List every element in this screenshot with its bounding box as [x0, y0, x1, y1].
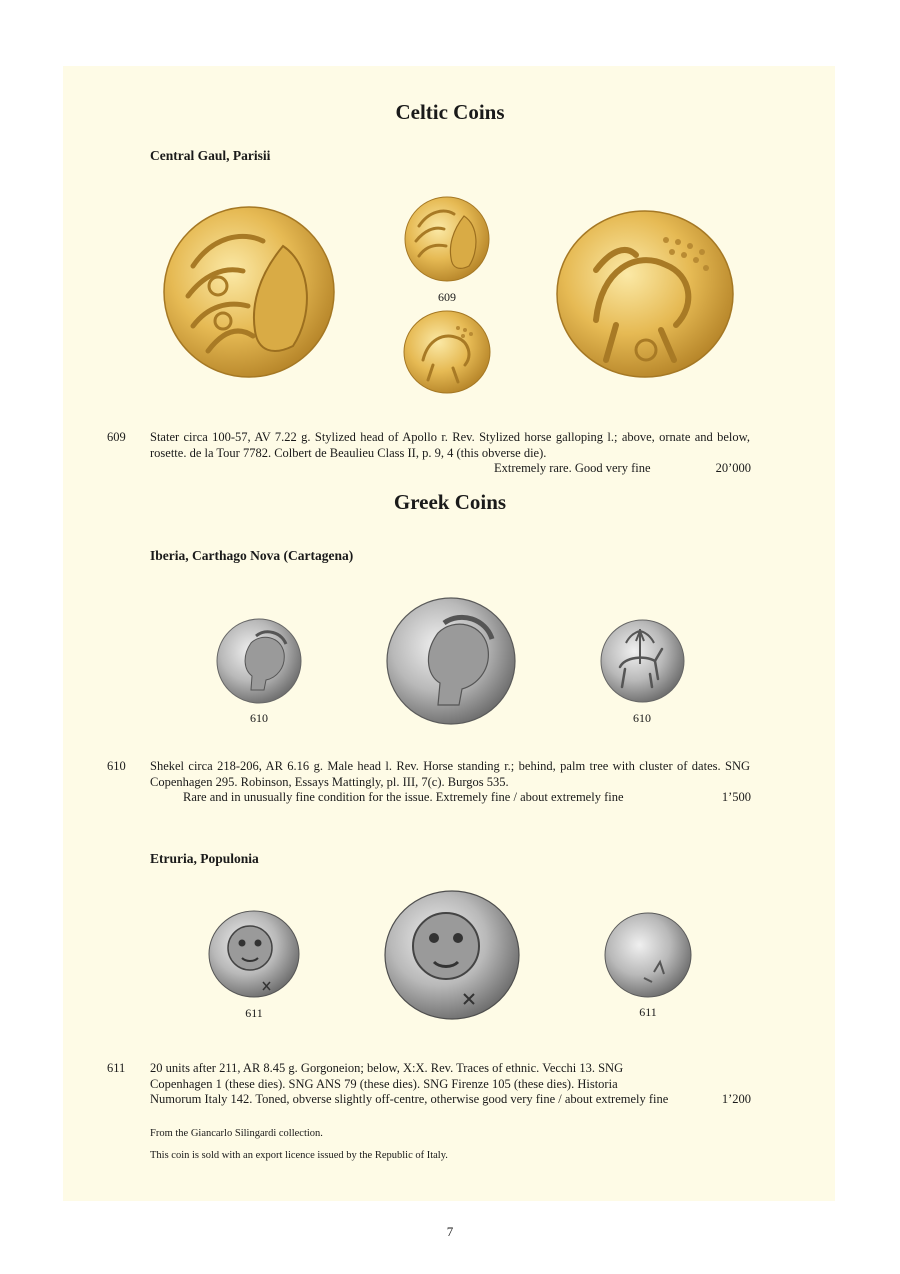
lot-grade-610: Rare and in unusually fine condition for the issue. Extremely fine / about extremely fine — [183, 790, 624, 804]
lot-number-611: 611 — [107, 1061, 126, 1075]
provenance-note-611: From the Giancarlo Silingardi collection. — [150, 1128, 323, 1139]
coin-caption-611-right: 611 — [639, 1005, 657, 1019]
section-title-celtic: Celtic Coins — [395, 100, 505, 124]
region-heading-carthago-nova: Iberia, Carthago Nova (Cartagena) — [150, 548, 354, 563]
section-title-greek: Greek Coins — [393, 490, 507, 514]
coin-caption-611-left: 611 — [245, 1006, 263, 1020]
coin-610-obverse-small — [216, 618, 302, 704]
lot-grade-609: Extremely rare. Good very fine — [494, 461, 651, 475]
lot-number-609: 609 — [107, 430, 126, 444]
coin-611-obverse-small — [208, 910, 300, 998]
coin-610-obverse-large — [386, 597, 516, 725]
lot-price-611: 1’200 — [721, 1092, 751, 1106]
lot-description-610: Shekel circa 218-206, AR 6.16 g. Male head l. Rev. Horse standing r.; behind, palm tree with cluster of dates. SNG Copenhagen 295. Robinson, Essays Mattingly, pl. III, 7(c). Burgos 535. — [150, 759, 750, 789]
coin-609-reverse-small — [403, 310, 491, 394]
lot-number-610: 610 — [107, 759, 126, 773]
licence-note-611: This coin is sold with an export licence issued by the Republic of Italy. — [150, 1150, 448, 1161]
coin-caption-609: 609 — [438, 290, 456, 304]
coin-610-reverse — [600, 619, 685, 703]
coin-611-obverse-large — [384, 890, 520, 1020]
coin-caption-610-right: 610 — [633, 711, 651, 725]
coin-609-reverse-large — [556, 210, 734, 378]
lot-description-609: Stater circa 100-57, AV 7.22 g. Stylized head of Apollo r. Rev. Stylized horse galloping l.; above, ornate and below, rosette. de la Tour 7782. Colbert de Beaulieu Class II, p. 9, 4 (this obverse die). — [150, 430, 750, 460]
lot-price-610: 1’500 — [721, 790, 751, 804]
region-heading-parisii: Central Gaul, Parisii — [150, 148, 271, 163]
lot-description-611: 20 units after 211, AR 8.45 g. Gorgoneion; below, X:X. Rev. Traces of ethnic. Vecchi 13. SNG Copenhagen 1 (these dies). SNG ANS 79 (these dies). SNG Firenze 105 (these dies). Historia Numorum Italy 142. Toned, obverse slightly off-centre, otherwise good very fine / about extremely fine — [150, 1061, 669, 1106]
coin-611-reverse — [604, 912, 692, 998]
page-number: 7 — [446, 1224, 454, 1239]
region-heading-populonia: Etruria, Populonia — [150, 851, 259, 866]
coin-609-obverse-small — [404, 196, 490, 282]
coin-caption-610-left: 610 — [250, 711, 268, 725]
coin-609-obverse-large — [163, 206, 335, 378]
lot-price-609: 20’000 — [715, 461, 751, 475]
